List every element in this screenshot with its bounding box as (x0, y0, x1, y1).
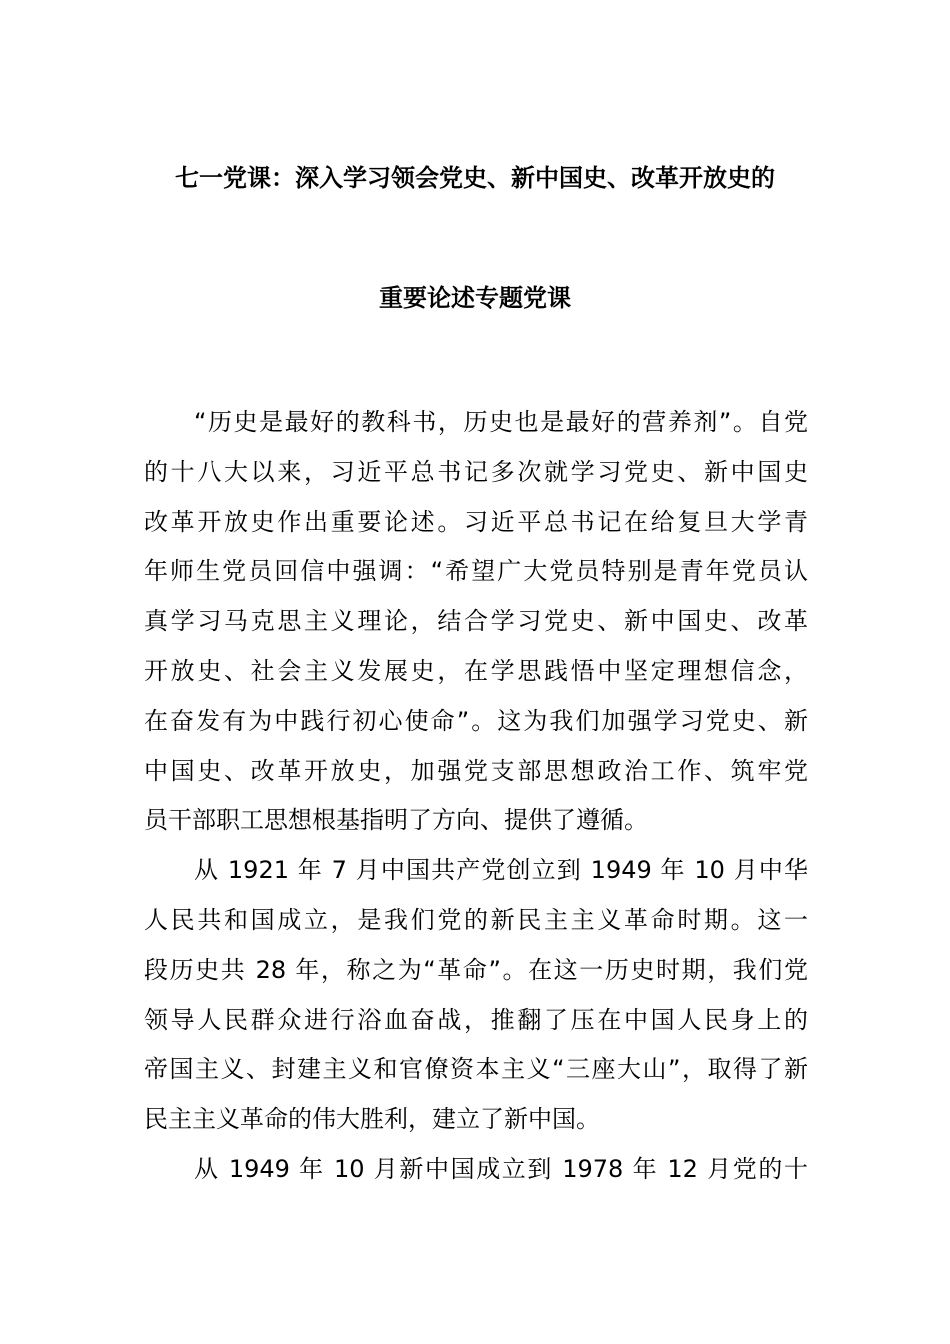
paragraph-line: 的十八大以来，习近平总书记多次就学习党史、新中国史 (144, 457, 808, 486)
document-title-line-2: 重要论述专题党课 (379, 284, 571, 312)
paragraph-line: 段历史共 28 年，称之为“革命”。在这一历史时期，我们党 (144, 955, 808, 984)
paragraph-line: 真学习马克思主义理论，结合学习党史、新中国史、改革 (144, 607, 808, 636)
paragraph-line: 帝国主义、封建主义和官僚资本主义“三座大山”，取得了新 (144, 1055, 808, 1084)
paragraph-line: 员干部职工思想根基指明了方向、提供了遵循。 (144, 806, 648, 835)
document-body (144, 398, 808, 1195)
paragraph-2 (144, 846, 808, 1145)
paragraph-line: 中国史、改革开放史，加强党支部思想政治工作、筑牢党 (144, 756, 808, 785)
paragraph-line: 人民共和国成立，是我们党的新民主主义革命时期。这一 (144, 905, 808, 934)
paragraph-1 (144, 398, 808, 846)
paragraph-line: “历史是最好的教科书，历史也是最好的营养剂”。自党 (194, 408, 808, 436)
paragraph-line: 在奋发有为中践行初心使命”。这为我们加强学习党史、新 (144, 706, 808, 735)
paragraph-line: 改革开放史作出重要论述。习近平总书记在给复旦大学青 (144, 507, 808, 536)
paragraph-line: 开放史、社会主义发展史，在学思践悟中坚定理想信念， (144, 656, 808, 685)
paragraph-line: 从 1949 年 10 月新中国成立到 1978 年 12 月党的十 (194, 1154, 808, 1183)
paragraph-line: 年师生党员回信中强调：“希望广大党员特别是青年党员认 (144, 557, 808, 586)
paragraph-line: 领导人民群众进行浴血奋战，推翻了压在中国人民身上的 (144, 1005, 808, 1034)
paragraph-3 (144, 1145, 808, 1195)
document-title-line-1: 七一党课：深入学习领会党史、新中国史、改革开放史的 (175, 164, 775, 192)
paragraph-line: 民主主义革命的伟大胜利，建立了新中国。 (144, 1105, 600, 1134)
paragraph-line: 从 1921 年 7 月中国共产党创立到 1949 年 10 月中华 (194, 856, 808, 885)
